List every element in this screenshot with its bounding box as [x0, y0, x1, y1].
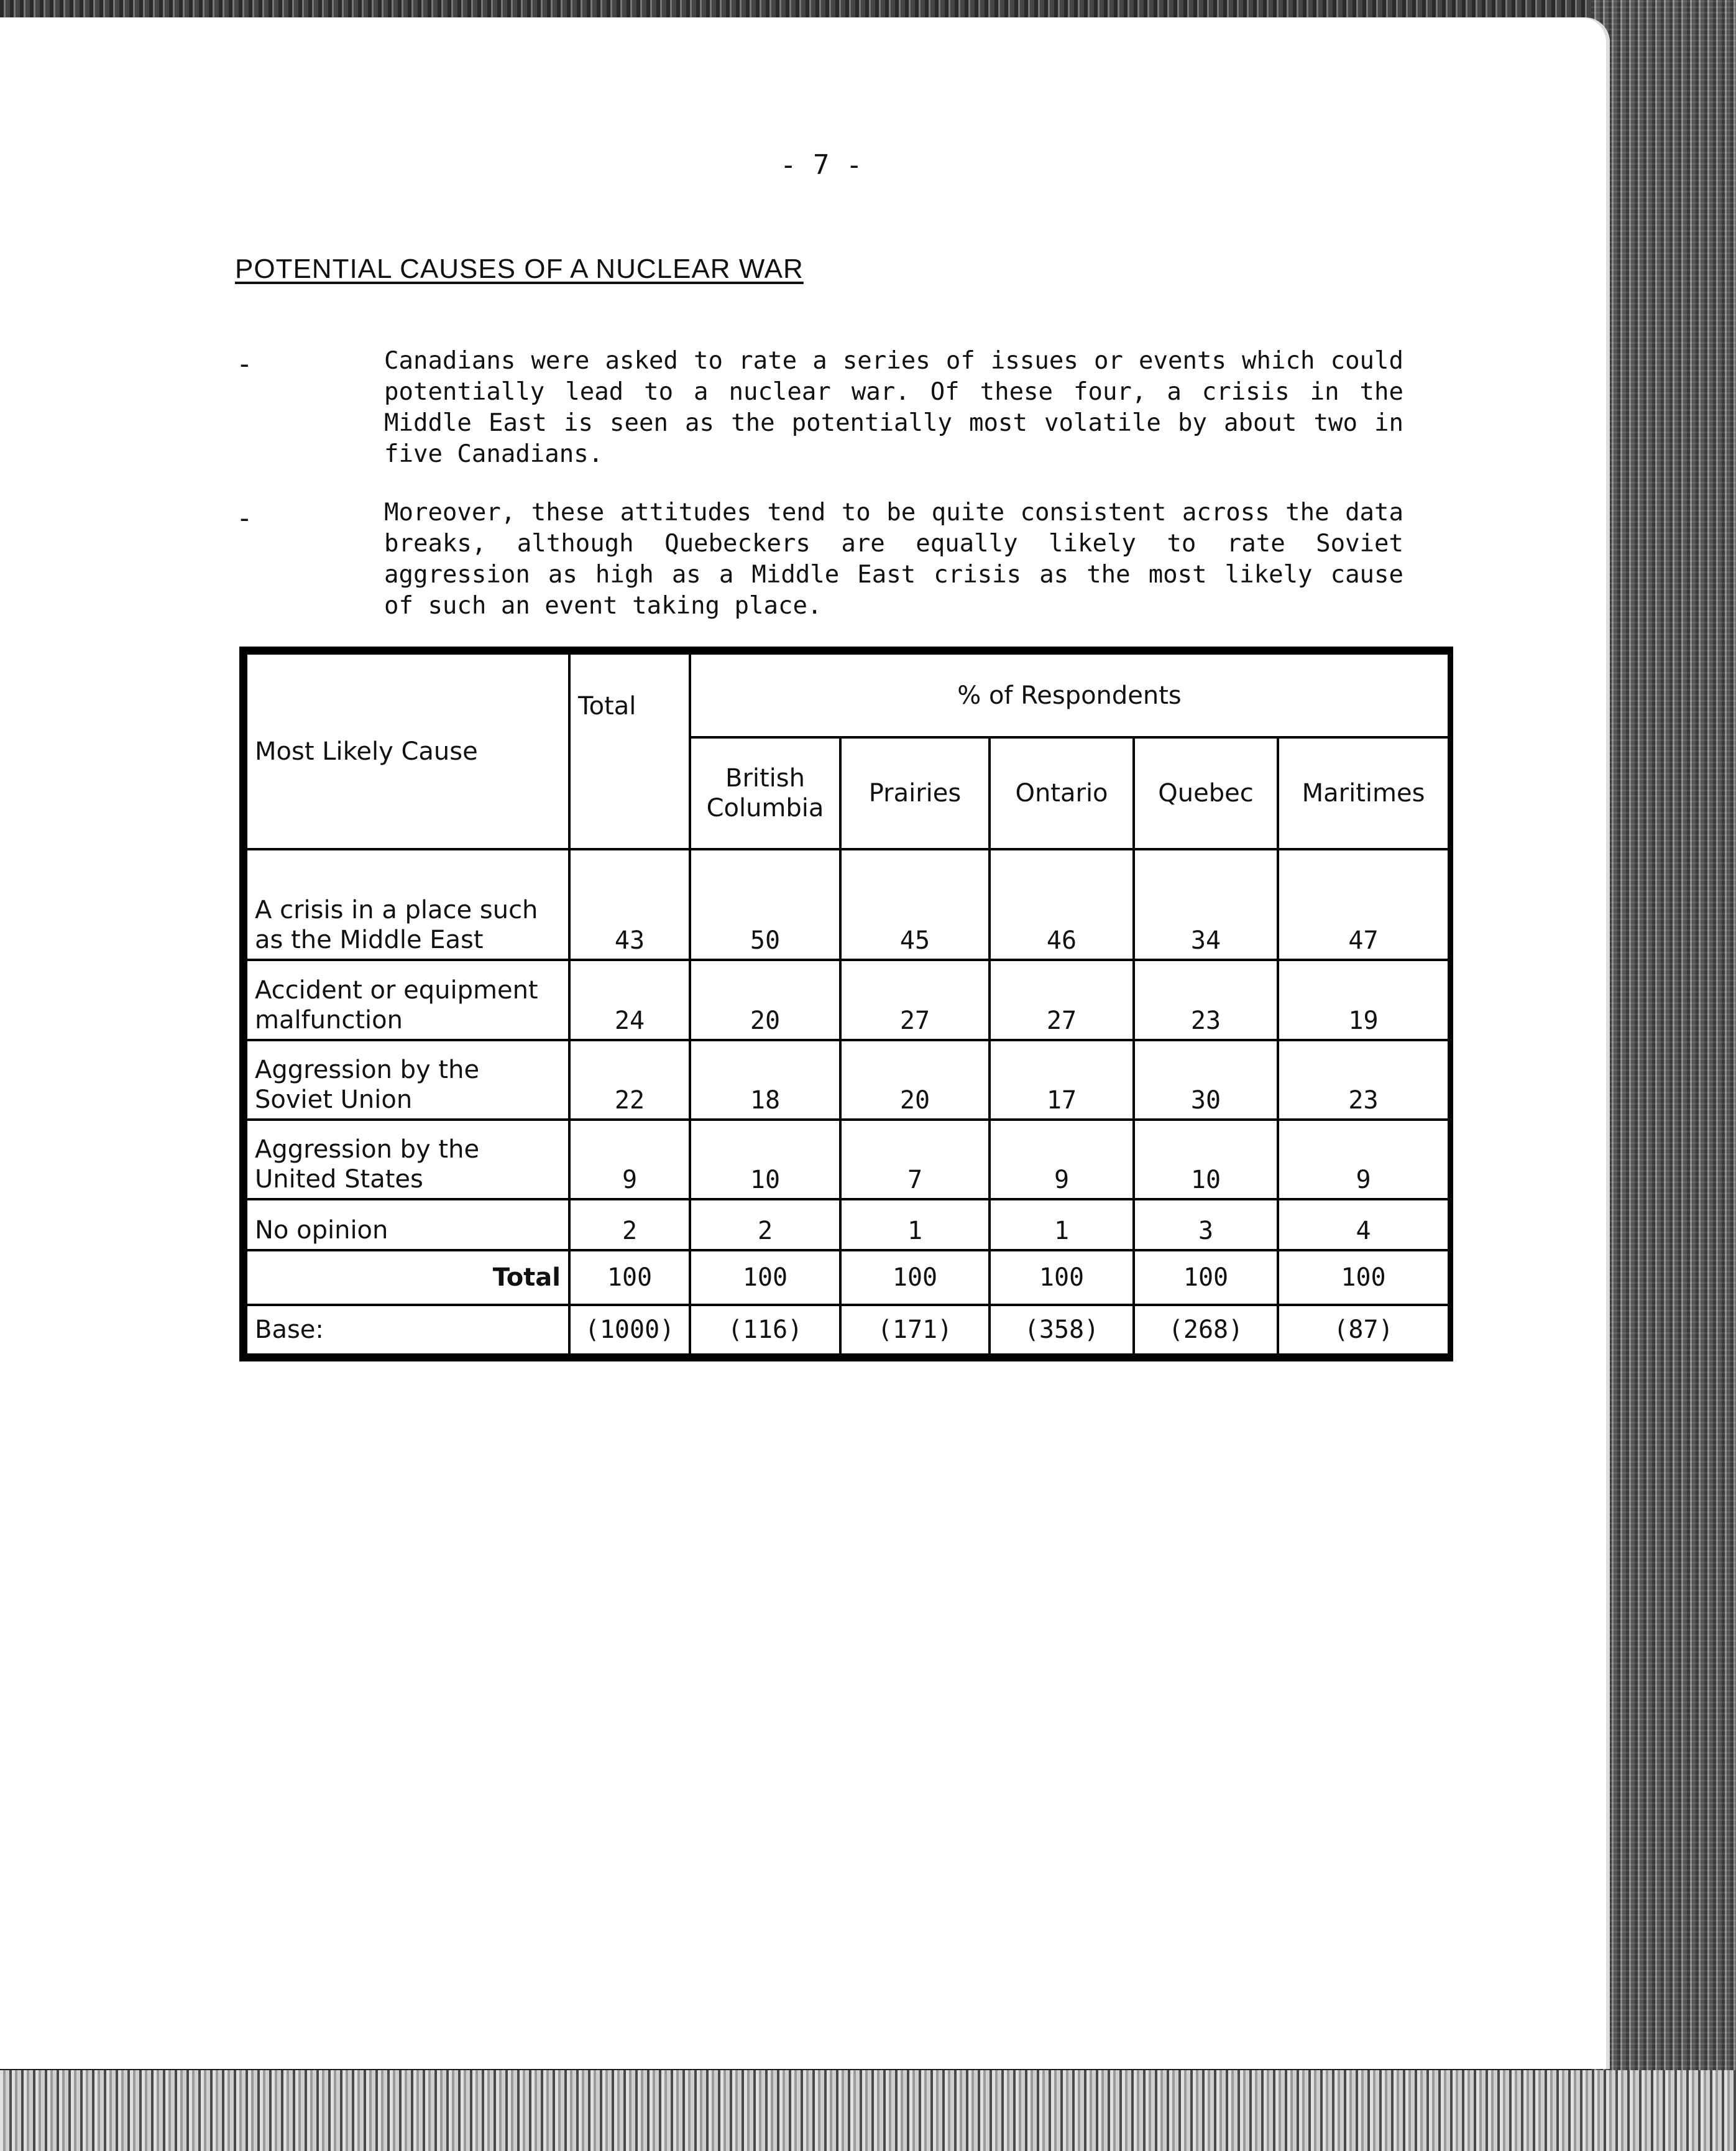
table-cell: 10: [1134, 1120, 1278, 1199]
table-cell: 22: [569, 1040, 690, 1120]
scan-border-right: [1591, 0, 1736, 2151]
base-row: [246, 1305, 1449, 1355]
table-cell: 47: [1278, 849, 1449, 960]
results-table: [245, 652, 1450, 1356]
total-cell: 100: [840, 1250, 990, 1305]
table-cell: 18: [690, 1040, 840, 1120]
table-cell: 43: [569, 849, 690, 960]
bullet-marker: -: [236, 502, 253, 534]
table-cell: 24: [569, 960, 690, 1039]
total-cell: 100: [690, 1250, 840, 1305]
row-label: Aggression by the United States: [246, 1120, 569, 1199]
header-region-ontario: Ontario: [990, 737, 1134, 849]
table-cell: 1: [840, 1199, 990, 1250]
table-cell: 46: [990, 849, 1134, 960]
table-cell: 34: [1134, 849, 1278, 960]
table-cell: 23: [1134, 960, 1278, 1039]
row-label: No opinion: [246, 1199, 569, 1250]
bullet-marker: -: [236, 348, 253, 380]
results-table-frame: [239, 647, 1453, 1361]
table-cell: 20: [840, 1040, 990, 1120]
table-row: [246, 1120, 1449, 1199]
section-heading: POTENTIAL CAUSES OF A NUCLEAR WAR: [235, 254, 804, 284]
table-cell: 3: [1134, 1199, 1278, 1250]
table-cell: 10: [690, 1120, 840, 1199]
base-cell: (171): [840, 1305, 990, 1355]
base-label: Base:: [246, 1305, 569, 1355]
paragraph-1: Canadians were asked to rate a series of issues or events which could potentially lead to a nuclear war. Of these four, a crisis in the Middle East is seen as the potentially most volatile by about two in five Canadians.: [384, 347, 1403, 468]
header-total: Total: [569, 653, 690, 849]
table-cell: 19: [1278, 960, 1449, 1039]
row-label: Aggression by the Soviet Union: [246, 1040, 569, 1120]
header-region-maritimes: Maritimes: [1278, 737, 1449, 849]
table-cell: 9: [1278, 1120, 1449, 1199]
table-cell: 23: [1278, 1040, 1449, 1120]
table-cell: 9: [569, 1120, 690, 1199]
total-label: Total: [246, 1250, 569, 1305]
table-cell: 1: [990, 1199, 1134, 1250]
table-row: [246, 960, 1449, 1039]
table-cell: 50: [690, 849, 840, 960]
table-cell: 17: [990, 1040, 1134, 1120]
header-percent-respondents: % of Respondents: [690, 653, 1449, 737]
header-row-group: [246, 653, 1449, 737]
base-cell: (1000): [569, 1305, 690, 1355]
table-cell: 45: [840, 849, 990, 960]
table-cell: 7: [840, 1120, 990, 1199]
header-region-quebec: Quebec: [1134, 737, 1278, 849]
total-cell: 100: [1278, 1250, 1449, 1305]
table-cell: 2: [690, 1199, 840, 1250]
header-region-british-columbia: British Columbia: [690, 737, 840, 849]
paragraph-2: Moreover, these attitudes tend to be quite consistent across the data breaks, although Quebeckers are equally likely to rate Soviet aggression as high as a Middle East crisis as the most likely cause of such an event taking place.: [384, 499, 1403, 620]
table-cell: 2: [569, 1199, 690, 1250]
page-number: - 7 -: [780, 149, 863, 181]
header-region-prairies: Prairies: [840, 737, 990, 849]
header-most-likely-cause: Most Likely Cause: [246, 653, 569, 849]
row-label: A crisis in a place such as the Middle East: [246, 849, 569, 960]
table-cell: 30: [1134, 1040, 1278, 1120]
table-cell: 9: [990, 1120, 1134, 1199]
table-row: [246, 1199, 1449, 1250]
total-cell: 100: [569, 1250, 690, 1305]
total-cell: 100: [1134, 1250, 1278, 1305]
table-cell: 27: [990, 960, 1134, 1039]
total-cell: 100: [990, 1250, 1134, 1305]
table-row: [246, 1040, 1449, 1120]
row-label: Accident or equipment malfunction: [246, 960, 569, 1039]
table-cell: 27: [840, 960, 990, 1039]
table-cell: 4: [1278, 1199, 1449, 1250]
scan-border-bottom: [0, 2070, 1736, 2151]
base-cell: (87): [1278, 1305, 1449, 1355]
table-row: [246, 849, 1449, 960]
base-cell: (268): [1134, 1305, 1278, 1355]
total-row: [246, 1250, 1449, 1305]
base-cell: (116): [690, 1305, 840, 1355]
table-cell: 20: [690, 960, 840, 1039]
base-cell: (358): [990, 1305, 1134, 1355]
